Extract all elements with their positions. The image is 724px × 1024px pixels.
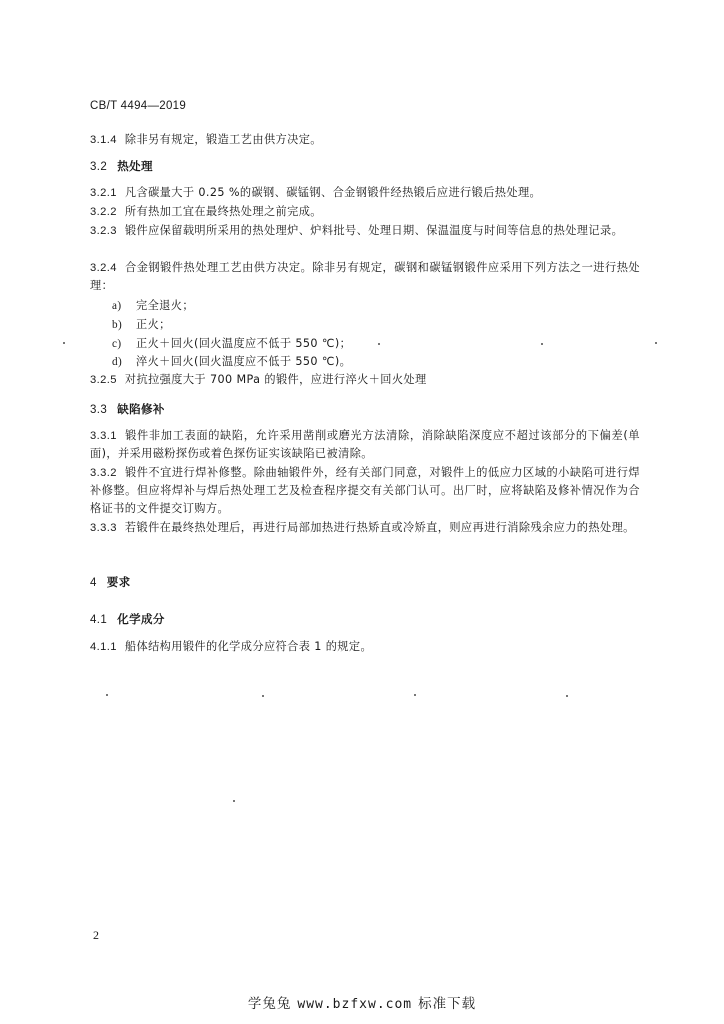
clause-3-2-2: [90, 203, 640, 221]
section-heading-3-3: [90, 401, 165, 417]
list-item-a: [112, 297, 194, 313]
scan-speck: [414, 694, 416, 696]
list-label: b): [112, 319, 123, 331]
section-number: 4: [90, 577, 97, 589]
list-text: 正火；: [136, 318, 171, 331]
clause-text: 船体结构用锻件的化学成分应符合表 1 的规定。: [124, 640, 373, 653]
clause-text: 锻件应保留载明所采用的热处理炉、炉料批号、处理日期、保温温度与时间等信息的热处理记录。: [124, 224, 624, 237]
clause-text: 锻件不宜进行焊补修整。除曲轴锻件外，经有关部门同意，对锻件上的低应力区域的小缺陷可进行焊补修整。但应将焊补与焊后热处理工艺及检查程序提交有关部门认可。出厂时，应将缺陷及修补情况作为合格证书的文件提交订购方。: [90, 466, 640, 515]
clause-3-2-5: [90, 371, 640, 389]
clause-3-2-1: [90, 184, 640, 202]
clause-number: 4.1.1: [90, 641, 117, 653]
list-label: c): [112, 338, 122, 350]
list-label: a): [112, 300, 122, 312]
clause-number: 3.2.2: [90, 206, 117, 218]
clause-text: 对抗拉强度大于 700 MPa 的锻件，应进行淬火＋回火处理: [124, 373, 427, 386]
scan-speck: [233, 800, 235, 802]
scan-speck: [541, 343, 543, 345]
clause-number: 3.3.2: [90, 467, 117, 479]
clause-number: 3.3.3: [90, 522, 117, 534]
clause-number: 3.1.4: [90, 134, 117, 146]
clause-3-3-1: [90, 427, 640, 463]
section-heading-3-2: [90, 158, 153, 174]
list-item-c: [112, 335, 351, 351]
clause-text: 锻件非加工表面的缺陷，允许采用凿削或磨光方法清除，消除缺陷深度应不超过该部分的下偏差(单面)，并采用磁粉探伤或着色探伤证实该缺陷已被清除。: [90, 429, 640, 460]
list-label: d): [112, 356, 123, 368]
section-number: 4.1: [90, 614, 108, 626]
section-number: 3.2: [90, 161, 108, 173]
clause-number: 3.2.5: [90, 374, 117, 386]
clause-3-3-2: [90, 464, 640, 518]
scan-speck: [106, 694, 108, 696]
list-item-b: [112, 316, 171, 332]
clause-3-1-4: [90, 131, 640, 149]
footer-watermark: [0, 992, 724, 1012]
clause-number: 3.2.1: [90, 187, 117, 199]
clause-text: 所有热加工宜在最终热处理之前完成。: [124, 205, 322, 218]
section-title: 化学成分: [117, 612, 165, 626]
scan-speck: [566, 695, 568, 697]
clause-3-3-3: [90, 519, 640, 537]
clause-text: 凡含碳量大于 0.25 %的碳钢、碳锰钢、合金钢锻件经热锻后应进行锻后热处理。: [124, 186, 542, 199]
page-number: 2: [93, 928, 99, 942]
section-heading-4: [90, 574, 131, 590]
clause-number: 3.2.4: [90, 262, 117, 274]
clause-3-2-3: [90, 222, 640, 240]
clause-number: 3.2.3: [90, 225, 117, 237]
clause-text: 合金钢锻件热处理工艺由供方决定。除非另有规定，碳钢和碳锰钢锻件应采用下列方法之一进行热处理：: [90, 261, 640, 292]
clause-text: 除非另有规定，锻造工艺由供方决定。: [124, 133, 322, 146]
section-title: 热处理: [117, 159, 153, 173]
scan-speck: [655, 342, 657, 344]
scan-speck: [262, 695, 264, 697]
standard-code: CB/T 4494—2019: [90, 100, 187, 112]
footer-tagline: 标准下载: [418, 996, 477, 1012]
clause-4-1-1: [90, 638, 640, 656]
clause-3-2-4: [90, 259, 640, 295]
section-title: 缺陷修补: [117, 402, 165, 416]
list-text: 淬火＋回火(回火温度应不低于 550 ℃)。: [136, 355, 352, 368]
scan-speck: [63, 342, 65, 344]
section-heading-4-1: [90, 611, 165, 627]
list-text: 完全退火；: [136, 299, 194, 312]
footer-site-name: 学兔兔: [247, 996, 292, 1012]
clause-text: 若锻件在最终热处理后，再进行局部加热进行热矫直或冷矫直，则应再进行消除残余应力的热处理。: [124, 521, 635, 534]
scan-speck: [378, 343, 380, 345]
footer-url[interactable]: www.bzfxw.com: [297, 997, 413, 1012]
list-text: 正火＋回火(回火温度应不低于 550 ℃)；: [136, 337, 352, 350]
section-number: 3.3: [90, 404, 108, 416]
list-item-d: [112, 353, 351, 369]
clause-number: 3.3.1: [90, 430, 117, 442]
section-title: 要求: [106, 575, 131, 589]
